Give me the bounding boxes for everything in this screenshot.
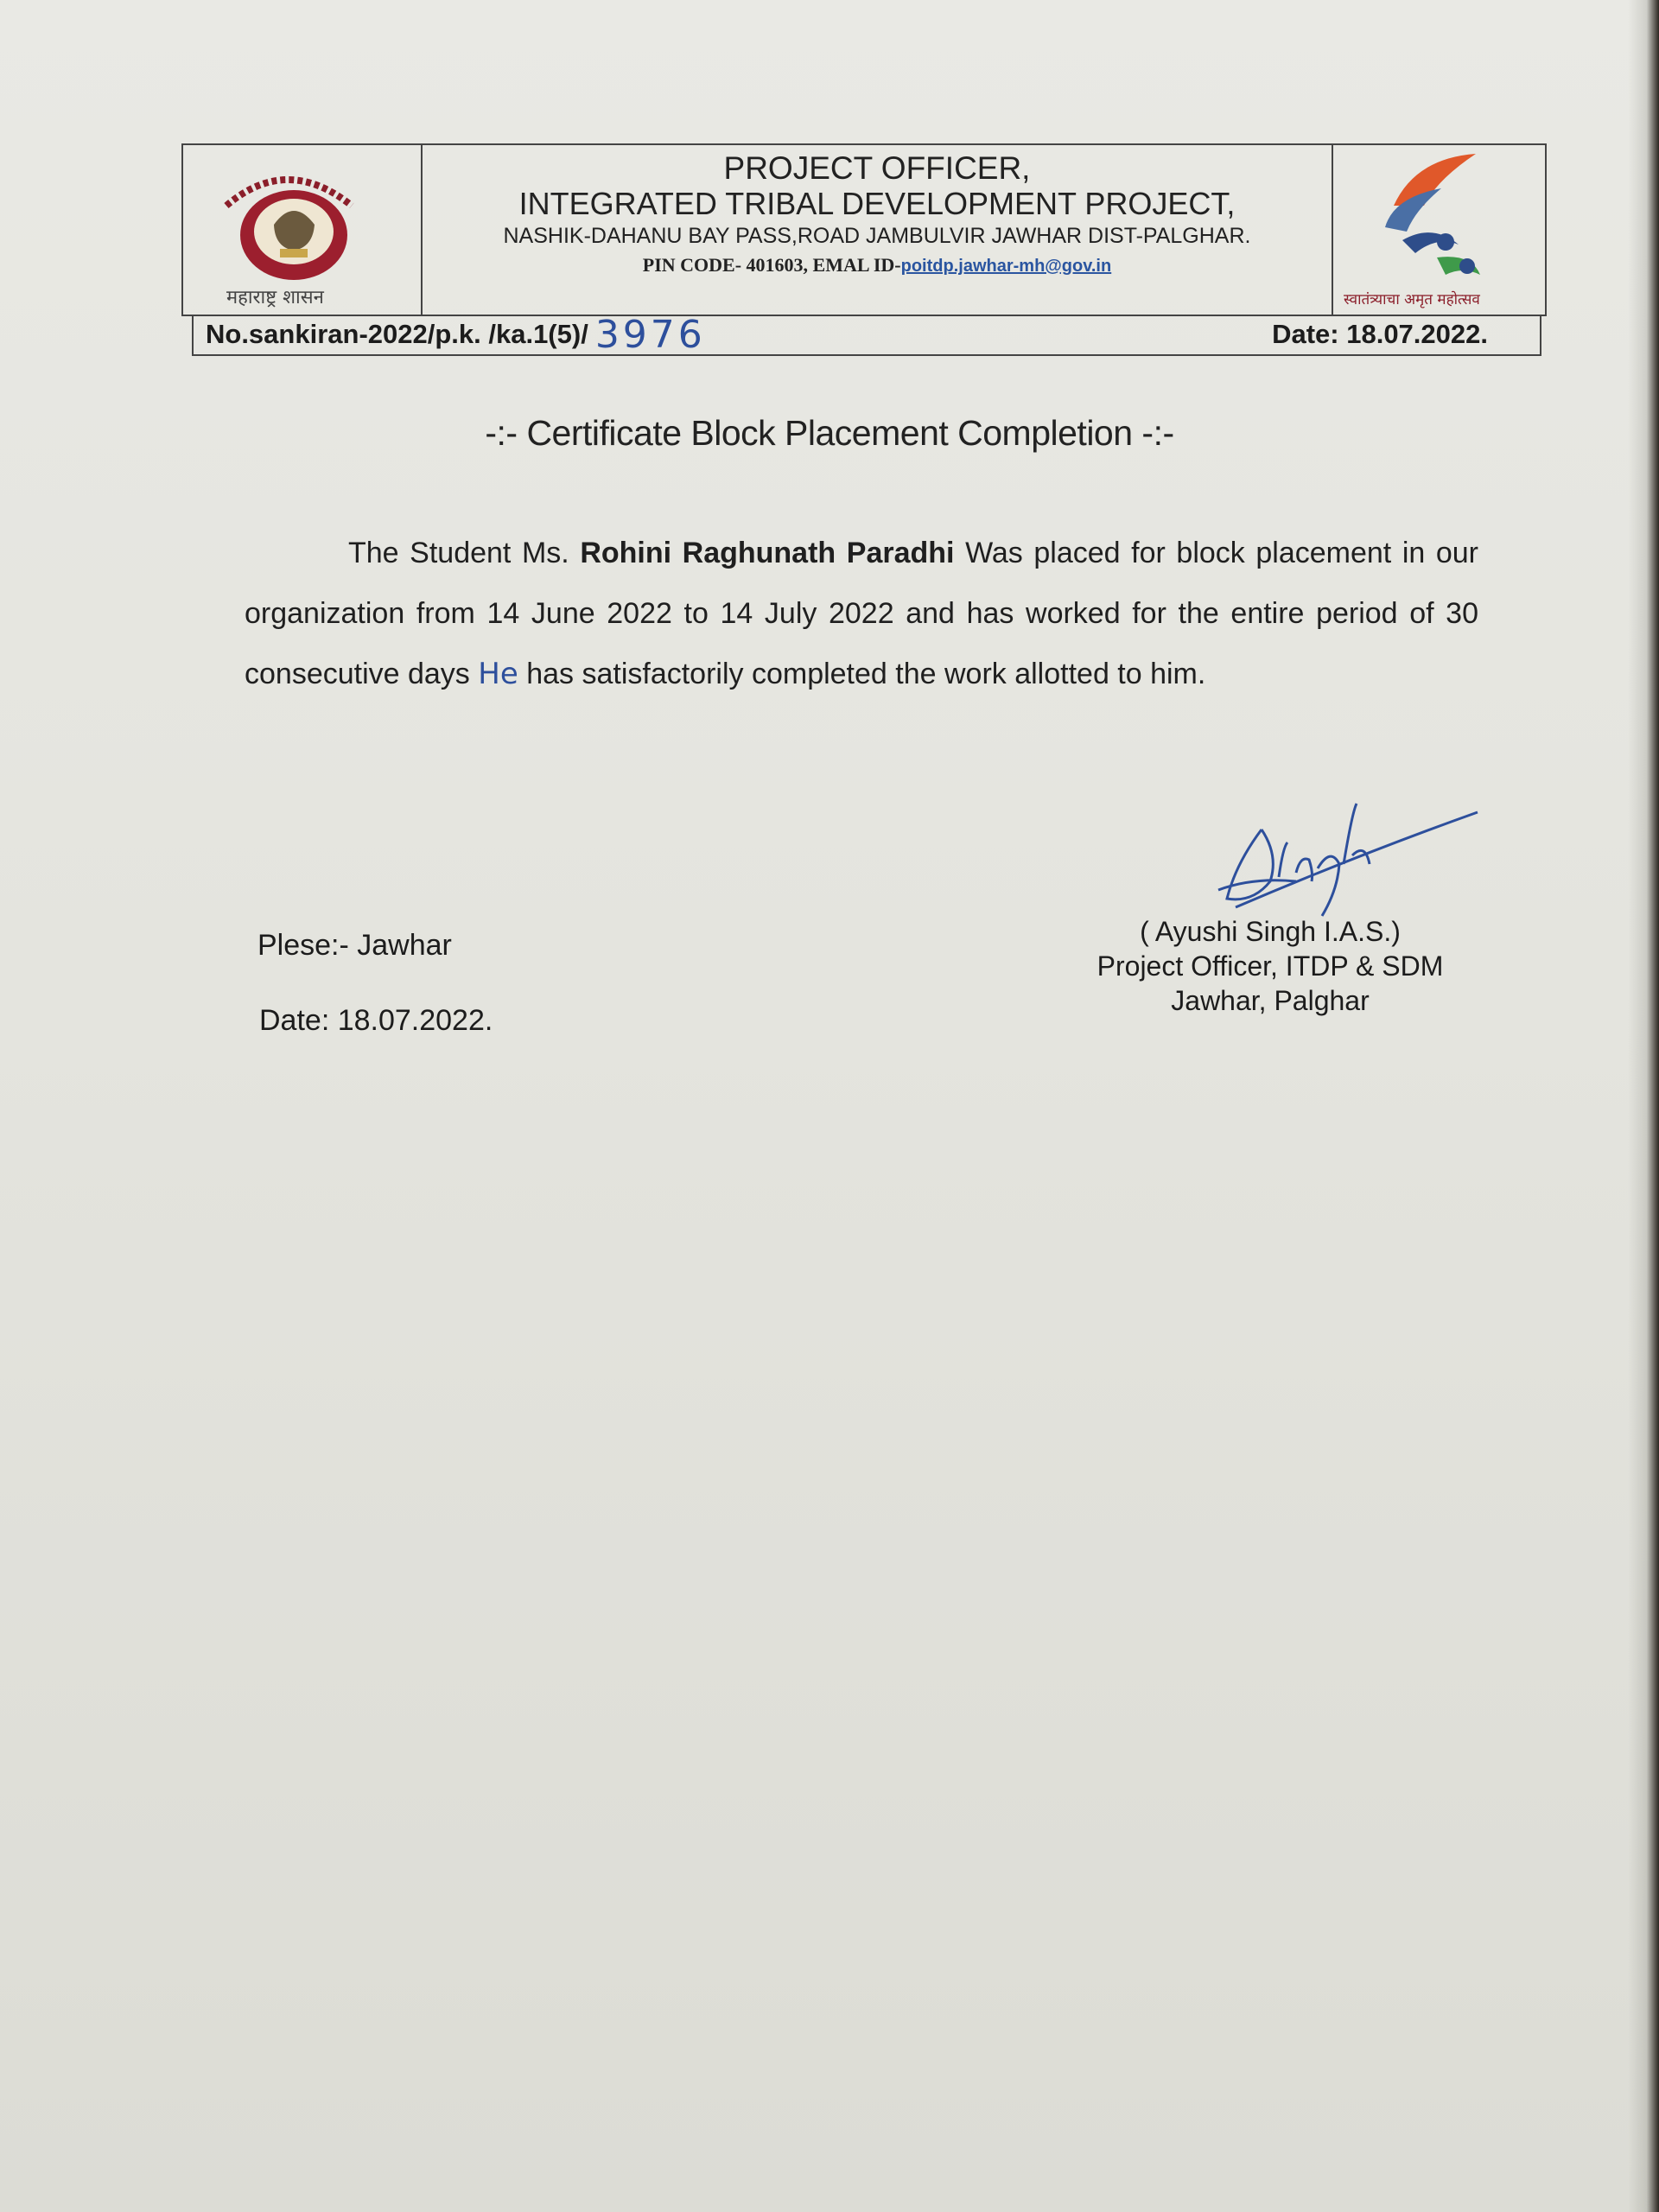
reference-number: No.sankiran-2022/p.k. /ka.1(5)/ — [206, 319, 588, 349]
certificate-title: -:- Certificate Block Placement Completion -:- — [485, 413, 1174, 453]
signatory-name: ( Ayushi Singh I.A.S.) — [1140, 916, 1401, 947]
amrit-mahotsav-logo — [1332, 145, 1545, 315]
letter-date: Date: 18.07.2022. — [1272, 319, 1488, 349]
signatory-location: Jawhar, Palghar — [1171, 985, 1370, 1016]
signatory-designation: Project Officer, ITDP & SDM — [1096, 950, 1444, 982]
letterhead — [181, 143, 1547, 316]
body-intro: The Student Ms. — [348, 537, 581, 569]
certificate-body — [245, 523, 1478, 704]
body-conclusion: has satisfactorily completed the work allotted to him. — [518, 658, 1206, 690]
email-link[interactable]: poitdp.jawhar-mh@gov.in — [900, 257, 1112, 276]
body-placement-details: Was placed for block placement in our organization from 14 June 2022 to 14 July 2022 and has worked for the entire period of 30 consecutive days — [245, 537, 1478, 690]
office-address: NASHIK-DAHANU BAY PASS,ROAD JAMBULVIR JAWHAR DIST-PALGHAR. — [503, 224, 1251, 248]
handwritten-correction: He — [478, 657, 518, 691]
organization-name: INTEGRATED TRIBAL DEVELOPMENT PROJECT, — [518, 186, 1236, 221]
maharashtra-seal-logo — [183, 145, 423, 315]
reference-row — [192, 312, 1541, 357]
office-title: PROJECT OFFICER, — [723, 150, 1031, 186]
student-name: Rohini Raghunath Paradhi — [580, 537, 955, 569]
handwritten-reference-number: 3976 — [594, 312, 706, 357]
place-line: Plese:- Jawhar — [257, 929, 452, 962]
right-logo-caption: स्वातंत्र्याचा अमृत महोत्सव — [1344, 291, 1480, 308]
page-edge-shadow — [1628, 0, 1659, 2212]
pin-email-line — [423, 251, 1332, 281]
footer-date: Date: 18.07.2022. — [259, 1004, 493, 1037]
letterhead-text — [423, 145, 1332, 315]
left-logo-caption: महाराष्ट्र शासन — [226, 287, 324, 308]
signatory-block — [1054, 914, 1486, 1018]
pin-code: PIN CODE- 401603, EMAL ID- — [642, 254, 901, 276]
